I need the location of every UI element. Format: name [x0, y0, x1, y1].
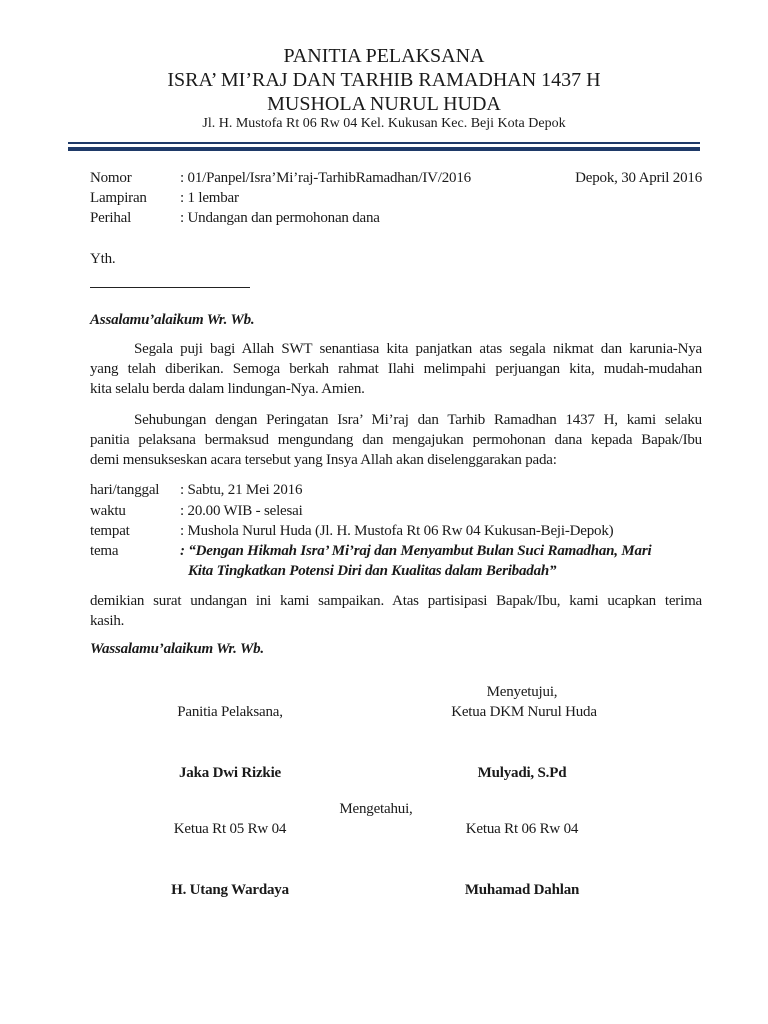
detail-label: tema [90, 543, 119, 559]
detail-label: hari/tanggal [90, 482, 160, 498]
perihal-value: : Undangan dan permohonan dana [180, 210, 380, 226]
detail-label: tempat [90, 523, 130, 539]
paragraph1-line: yang telah diberikan. Semoga berkah rahmat Ilahi melimpahi perjuangan kita, mudah-mudahan [90, 361, 702, 377]
detail-value: : 20.00 WIB - selesai [180, 503, 303, 519]
acknowledge-label: Mengetahui, [339, 801, 413, 817]
venue-title: MUSHOLA NURUL HUDA [267, 93, 501, 115]
perihal-label: Perihal [90, 210, 132, 226]
paragraph2-line: Sehubungan dengan Peringatan Isra’ Mi’raj dan Tarhib Ramadhan 1437 H, kami selaku [134, 412, 702, 428]
paragraph2-line: demi mensukseskan acara tersebut yang Insya Allah akan diselenggarakan pada: [90, 452, 557, 468]
header-divider-thick [68, 147, 700, 151]
dkm-signer: Mulyadi, S.Pd [477, 765, 567, 781]
detail-value: : Sabtu, 21 Mei 2016 [180, 482, 303, 498]
committee-title: Panitia Pelaksana, [177, 704, 283, 720]
event-title: ISRA’ MI’RAJ DAN TARHIB RAMADHAN 1437 H [167, 69, 601, 91]
nomor-value: : 01/Panpel/Isra’Mi’raj-TarhibRamadhan/IV/2016 [180, 170, 471, 186]
rt05-title: Ketua Rt 05 Rw 04 [173, 821, 287, 837]
closing-line: demikian surat undangan ini kami sampaikan. Atas partisipasi Bapak/Ibu, kami ucapkan terima [90, 593, 702, 609]
greeting: Assalamu’alaikum Wr. Wb. [90, 312, 255, 328]
recipient: Yth. [90, 251, 116, 267]
dkm-title: Ketua DKM Nurul Huda [451, 704, 597, 720]
committee-signer: Jaka Dwi Rizkie [178, 765, 282, 781]
letter-date: Depok, 30 April 2016 [575, 170, 702, 186]
rt06-signer: Muhamad Dahlan [464, 882, 580, 898]
recipient-blank-line [90, 287, 250, 288]
theme-value: : “Dengan Hikmah Isra’ Mi’raj dan Menyambut Bulan Suci Ramadhan, Mari [180, 543, 652, 559]
paragraph2-line: panitia pelaksana bermaksud mengundang dan mengajukan permohonan dana kepada Bapak/Ibu [90, 432, 702, 448]
header-divider-thin [68, 142, 700, 144]
address: Jl. H. Mustofa Rt 06 Rw 04 Kel. Kukusan Kec. Beji Kota Depok [202, 116, 566, 131]
lampiran-value: : 1 lembar [180, 190, 239, 206]
detail-label: waktu [90, 503, 126, 519]
nomor-label: Nomor [90, 170, 132, 186]
approve-label: Menyetujui, [486, 684, 558, 700]
rt05-signer: H. Utang Wardaya [171, 882, 289, 898]
detail-value: : Mushola Nurul Huda (Jl. H. Mustofa Rt 06 Rw 04 Kukusan-Beji-Depok) [180, 523, 614, 539]
lampiran-label: Lampiran [90, 190, 147, 206]
farewell: Wassalamu’alaikum Wr. Wb. [90, 641, 264, 657]
paragraph1-line: kita selalu berda dalam lindungan-Nya. Amien. [90, 381, 365, 397]
closing-line: kasih. [90, 613, 125, 629]
paragraph1-line: Segala puji bagi Allah SWT senantiasa kita panjatkan atas segala nikmat dan karunia-Nya [134, 341, 702, 357]
rt06-title: Ketua Rt 06 Rw 04 [465, 821, 579, 837]
theme-value-cont: Kita Tingkatkan Potensi Diri dan Kualitas dalam Beribadah” [188, 563, 557, 579]
org-title: PANITIA PELAKSANA [283, 45, 485, 67]
